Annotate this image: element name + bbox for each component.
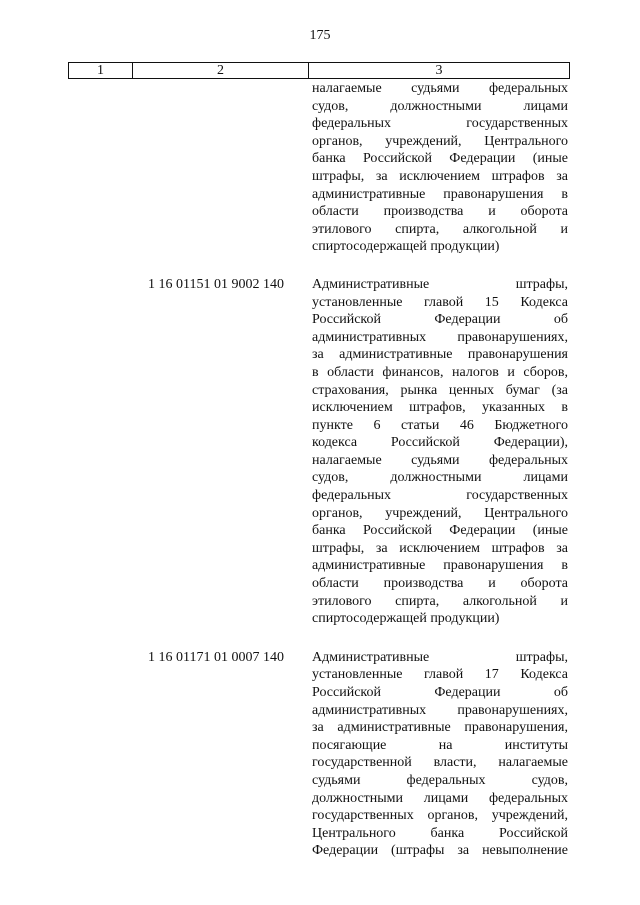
row-description: [312, 276, 568, 628]
description-line: установленные главой 15 Кодекса: [312, 294, 568, 310]
description-line: судов, должностными лицами: [312, 470, 568, 486]
description-line: банка Российской Федерации (иные: [312, 151, 568, 167]
description-line: органов, учреждений, Центрального: [312, 133, 568, 149]
description-line: Центрального банка Российской: [312, 825, 568, 841]
description-line: налагаемые судьями федеральных: [312, 452, 568, 468]
table-body: [0, 80, 640, 860]
description-line: административных правонарушениях,: [312, 702, 568, 718]
description-line: штрафы, за исключением штрафов за: [312, 168, 568, 184]
description-line: Российской Федерации об: [312, 312, 568, 328]
page-number: 175: [309, 28, 331, 43]
description-line: страхования, рынка ценных бумаг (за: [312, 382, 568, 398]
description-line: судьями федеральных судов,: [312, 772, 568, 788]
description-line: Российской Федерации об: [312, 685, 568, 700]
description-line: области производства и оборота: [312, 204, 568, 220]
description-line: этилового спирта, алкогольной и: [312, 593, 568, 609]
description-line: федеральных государственных: [312, 488, 568, 504]
description-line: за административные правонарушения: [312, 347, 568, 363]
description-line: пункте 6 статьи 46 Бюджетного: [312, 417, 568, 433]
description-line: федеральных государственных: [312, 116, 568, 132]
description-line: органов, учреждений, Центрального: [312, 505, 568, 521]
description-line: в области финансов, налогов и сборов,: [312, 364, 568, 380]
description-line: судов, должностными лицами: [312, 98, 568, 114]
description-line: исключением штрафов, указанных в: [312, 400, 568, 416]
description-line: административных правонарушениях,: [312, 329, 568, 345]
description-line: должностными лицами федеральных: [312, 790, 568, 806]
column-header-2: 2: [133, 63, 309, 78]
description-line: административные правонарушения в: [312, 186, 568, 202]
column-header-3: 3: [435, 63, 443, 78]
row-code: 1 16 01151 01 9002 140: [148, 276, 284, 292]
column-header-1: 1: [69, 63, 133, 78]
description-line: Административные штрафы,: [312, 649, 568, 665]
row-code: 1 16 01171 01 0007 140: [148, 649, 284, 665]
description-line: штрафы, за исключением штрафов за: [312, 540, 568, 556]
table-header: [68, 62, 570, 79]
description-line: установленные главой 17 Кодекса: [312, 667, 568, 683]
table-row: [0, 80, 640, 256]
description-line: кодекса Российской Федерации),: [312, 435, 568, 451]
description-line: за административные правонарушения,: [312, 720, 568, 736]
description-line: Федерации (штрафы за невыполнение: [312, 843, 568, 859]
description-line: Административные штрафы,: [312, 276, 568, 292]
description-line: посягающие на институты: [312, 737, 568, 753]
table-row: [0, 276, 640, 628]
description-line: банка Российской Федерации (иные: [312, 523, 568, 539]
table-row: [0, 649, 640, 860]
description-line: спиртосодержащей продукции): [312, 239, 500, 255]
row-description: [312, 80, 568, 256]
description-line: налагаемые судьями федеральных: [312, 81, 568, 96]
description-line: административные правонарушения в: [312, 558, 568, 574]
description-line: государственной власти, налагаемые: [312, 755, 568, 771]
description-line: государственных органов, учреждений,: [312, 808, 568, 824]
description-line: области производства и оборота: [312, 576, 568, 592]
description-line: этилового спирта, алкогольной и: [312, 221, 568, 237]
row-description: [312, 649, 568, 860]
description-line: спиртосодержащей продукции): [312, 611, 500, 627]
